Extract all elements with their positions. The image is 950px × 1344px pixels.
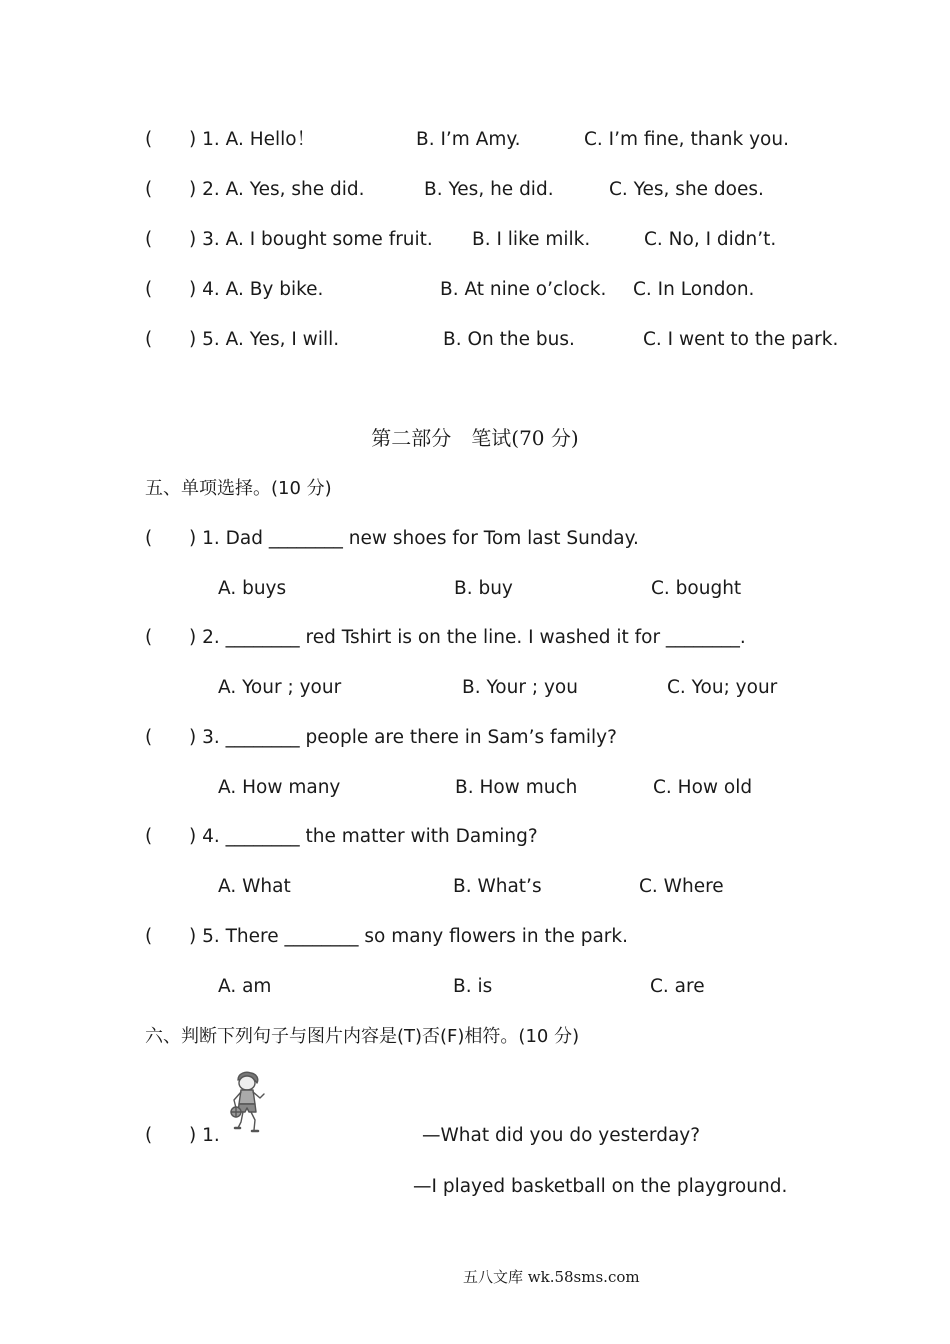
answer-paren: ( [145, 926, 153, 947]
option-b: B. Yes, he did. [424, 179, 554, 200]
question-number: ) 1. [189, 1125, 220, 1146]
question-stem: ) 1. Dad ________ new shoes for Tom last Sunday. [189, 528, 639, 549]
option-a: ) 5. A. Yes, I will. [189, 329, 340, 350]
option-c: C. I went to the park. [643, 329, 839, 350]
option-a: ) 2. A. Yes, she did. [189, 179, 365, 200]
section-5-heading: 五、单项选择。(10 分) [145, 478, 332, 499]
option-b: B. is [453, 976, 493, 997]
answer-paren: ( [145, 727, 153, 748]
section-6-heading: 六、判断下列句子与图片内容是(T)否(F)相符。(10 分) [145, 1026, 580, 1047]
boy-basketball-picture [224, 1070, 270, 1136]
answer-paren: ( [145, 279, 153, 300]
option-a: A. Your ; your [218, 677, 342, 698]
option-c: C. In London. [633, 279, 755, 300]
question-stem: ) 4. ________ the matter with Daming? [189, 826, 538, 847]
option-b: B. buy [454, 578, 513, 599]
option-b: B. At nine o’clock. [440, 279, 607, 300]
answer-paren: ( [145, 826, 153, 847]
option-a: A. How many [218, 777, 341, 798]
part-title: 第二部分 笔试(70 分) [371, 426, 579, 450]
dialogue-line-2: —I played basketball on the playground. [413, 1176, 788, 1197]
option-c: C. How old [653, 777, 753, 798]
option-b: B. I like milk. [472, 229, 591, 250]
question-stem: ) 3. ________ people are there in Sam’s family? [189, 727, 617, 748]
option-b: B. What’s [453, 876, 542, 897]
option-c: C. No, I didn’t. [644, 229, 777, 250]
option-a: A. am [218, 976, 272, 997]
option-b: B. How much [455, 777, 578, 798]
answer-paren: ( [145, 329, 153, 350]
option-b: B. On the bus. [443, 329, 575, 350]
answer-paren: ( [145, 229, 153, 250]
answer-paren: ( [145, 129, 153, 150]
option-a: A. What [218, 876, 291, 897]
option-b: B. Your ; you [462, 677, 578, 698]
option-c: C. I’m fine, thank you. [584, 129, 789, 150]
answer-paren: ( [145, 528, 153, 549]
option-a: ) 1. A. Hello！ [189, 129, 316, 150]
dialogue-line-1: —What did you do yesterday? [422, 1125, 701, 1146]
option-c: C. are [650, 976, 705, 997]
option-b: B. I’m Amy. [416, 129, 521, 150]
option-c: C. Where [639, 876, 724, 897]
option-c: C. Yes, she does. [609, 179, 764, 200]
footer-text: 五八文库 wk.58sms.com [463, 1268, 640, 1286]
option-a: ) 3. A. I bought some fruit. [189, 229, 433, 250]
option-c: C. bought [651, 578, 742, 599]
option-a: ) 4. A. By bike. [189, 279, 324, 300]
answer-paren: ( [145, 627, 153, 648]
option-a: A. buys [218, 578, 287, 599]
answer-paren: ( [145, 179, 153, 200]
question-stem: ) 2. ________ red Tshirt is on the line. I washed it for ________. [189, 627, 746, 648]
option-c: C. You; your [667, 677, 778, 698]
answer-paren: ( [145, 1125, 153, 1146]
question-stem: ) 5. There ________ so many flowers in the park. [189, 926, 629, 947]
